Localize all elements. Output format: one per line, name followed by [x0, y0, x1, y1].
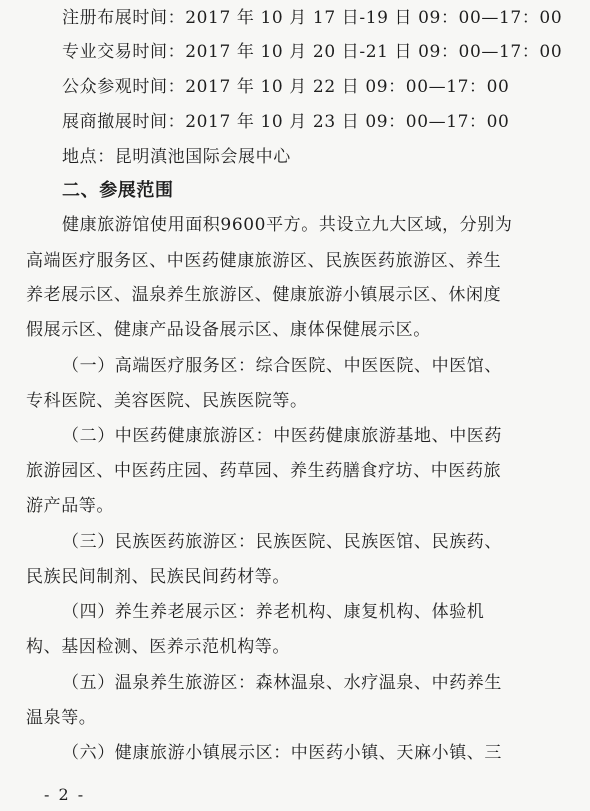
zone-2-line-1: （二）中医药健康旅游区：中医药健康旅游基地、中医药 — [62, 426, 502, 446]
zone-4-line-2: 构、基因检测、医养示范机构等。 — [26, 637, 290, 657]
page-number: - 2 - — [44, 785, 86, 804]
zone-2-line-2: 旅游园区、中医药庄园、药草园、养生药膳食疗坊、中医药旅 — [26, 461, 502, 481]
zone-5-line-1: （五）温泉养生旅游区：森林温泉、水疗温泉、中药养生 — [62, 673, 502, 693]
zone-3-line-2: 民族民间制剂、民族民间药材等。 — [26, 567, 290, 587]
zone-2-line-3: 游产品等。 — [26, 496, 114, 516]
schedule-line-2: 专业交易时间：2017 年 10 月 20 日-21 日 09：00—17：00 — [62, 42, 563, 62]
intro-line-1: 健康旅游馆使用面积9600平方。共设立九大区域，分别为 — [62, 215, 513, 235]
zone-6-line-1: （六）健康旅游小镇展示区：中医药小镇、天麻小镇、三 — [62, 743, 502, 763]
schedule-line-3: 公众参观时间：2017 年 10 月 22 日 09：00—17：00 — [62, 77, 510, 97]
schedule-line-1: 注册布展时间：2017 年 10 月 17 日-19 日 09：00—17：00 — [62, 8, 563, 28]
location-line: 地点：昆明滇池国际会展中心 — [62, 147, 291, 167]
zone-5-line-2: 温泉等。 — [26, 708, 97, 728]
intro-line-4: 假展示区、健康产品设备展示区、康体保健展示区。 — [26, 320, 431, 340]
intro-line-3: 养老展示区、温泉养生旅游区、健康旅游小镇展示区、休闲度 — [26, 285, 502, 305]
zone-1-line-1: （一）高端医疗服务区：综合医院、中医医院、中医馆、 — [62, 356, 502, 376]
schedule-line-4: 展商撤展时间：2017 年 10 月 23 日 09：00—17：00 — [62, 112, 510, 132]
zone-3-line-1: （三）民族医药旅游区：民族医院、民族医馆、民族药、 — [62, 532, 502, 552]
intro-line-2: 高端医疗服务区、中医药健康旅游区、民族医药旅游区、养生 — [26, 251, 502, 271]
zone-4-line-1: （四）养生养老展示区：养老机构、康复机构、体验机 — [62, 602, 485, 622]
zone-1-line-2: 专科医院、美容医院、民族医院等。 — [26, 391, 308, 411]
section-heading: 二、参展范围 — [62, 180, 174, 201]
